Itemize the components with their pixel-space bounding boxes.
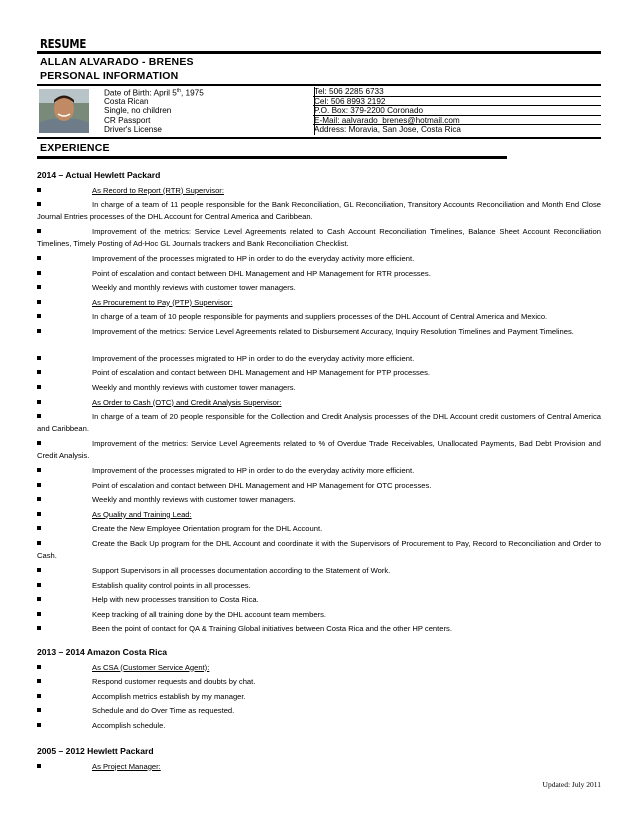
date-of-birth: Date of Birth: April 5th, 1975	[104, 88, 204, 98]
bullet-item	[37, 494, 601, 506]
bullet-text: In charge of a team of 20 people responsible for the Collection and Credit Analysis processes of the DHL Account credit customers of Central America and Caribbean.	[37, 412, 601, 434]
bullet-text: Keep tracking of all training done by the DHL account team members.	[92, 609, 326, 619]
bullet-icon	[37, 568, 41, 572]
top-rule	[37, 51, 601, 54]
bullet-icon	[37, 597, 41, 601]
updated-date: Updated: July 2011	[542, 780, 601, 789]
bullet-text: Been the point of contact for QA & Training Global initiatives between Costa Rica and the other HP centers.	[92, 624, 452, 634]
bullet-icon	[37, 583, 41, 587]
bullet-icon	[37, 764, 41, 768]
profile-photo	[39, 89, 89, 133]
bullet-icon	[37, 202, 41, 206]
bullet-item	[37, 268, 601, 280]
bullet-icon	[37, 271, 41, 275]
bullet-item	[37, 382, 601, 394]
bullet-text: Point of escalation and contact between DHL Management and HP Management for OTC processes.	[92, 480, 432, 490]
bullet-icon	[37, 665, 41, 669]
resume-heading: RESUME	[40, 37, 87, 51]
bullet-text: As Project Manager:	[92, 761, 161, 771]
bullet-item	[37, 411, 601, 436]
marital-status: Single, no children	[104, 106, 172, 116]
experience-top-rule	[37, 137, 601, 139]
bullet-icon	[37, 612, 41, 616]
role-heading	[37, 397, 601, 409]
bullet-item	[37, 609, 601, 621]
bullet-icon	[37, 188, 41, 192]
bullet-item	[37, 253, 601, 265]
bullet-icon	[37, 356, 41, 360]
bullet-item	[37, 720, 601, 732]
bullet-text: Respond customer requests and doubts by chat.	[92, 677, 256, 687]
bullet-item	[37, 565, 601, 577]
bullet-item	[37, 676, 601, 688]
bullet-item	[37, 538, 601, 563]
role-heading	[37, 297, 601, 309]
bullet-icon	[37, 526, 41, 530]
bullet-icon	[37, 626, 41, 630]
personal-info-title: PERSONAL INFORMATION	[40, 70, 179, 82]
bullet-text: Schedule and do Over Time as requested.	[92, 706, 235, 716]
bullet-text: Establish quality control points in all processes.	[92, 580, 251, 590]
bullet-icon	[37, 385, 41, 389]
cellphone: Cel: 506 8993 2192	[313, 97, 601, 107]
personal-info-rule	[37, 84, 601, 86]
bullet-icon	[37, 285, 41, 289]
bullet-icon	[37, 370, 41, 374]
personal-info-block	[37, 87, 601, 135]
bullet-text: As CSA (Customer Service Agent):	[92, 662, 210, 672]
bullet-item	[37, 623, 601, 635]
role-heading	[37, 185, 601, 197]
bullet-icon	[37, 414, 41, 418]
bullet-icon	[37, 483, 41, 487]
candidate-name: ALLAN ALVARADO - BRENES	[40, 56, 194, 68]
bullet-text: Help with new processes transition to Costa Rica.	[92, 595, 259, 605]
bullet-icon	[37, 708, 41, 712]
bullet-item	[37, 199, 601, 224]
bullet-text: As Record to Report (RTR) Supervisor:	[92, 185, 224, 195]
bullet-item	[37, 353, 601, 365]
bullet-icon	[37, 497, 41, 501]
role-heading	[37, 509, 601, 521]
bullet-icon	[37, 314, 41, 318]
bullet-text: Point of escalation and contact between DHL Management and HP Management for RTR processes.	[92, 268, 431, 278]
bullet-text: Improvement of the processes migrated to HP in order to do the everyday activity more efficient.	[92, 353, 415, 363]
telephone: Tel: 506 2285 6733	[313, 87, 601, 97]
bullet-item	[37, 705, 601, 717]
bullet-icon	[37, 329, 41, 333]
bullet-item	[37, 580, 601, 592]
job-title: 2014 – Actual Hewlett Packard	[37, 170, 161, 180]
job-title: 2013 – 2014 Amazon Costa Rica	[37, 647, 168, 657]
job-title: 2005 – 2012 Hewlett Packard	[37, 746, 154, 756]
bullet-item	[37, 367, 601, 379]
bullet-text: As Order to Cash (OTC) and Credit Analysis Supervisor:	[92, 397, 282, 407]
bullet-icon	[37, 541, 41, 545]
bullet-text: Improvement of the metrics: Service Level Agreements related to Disbursement Accuracy, Inquiry Resolution Timelines and Payment Timelines.	[92, 326, 574, 336]
bullet-icon	[37, 229, 41, 233]
bullet-text: Weekly and monthly reviews with customer tower managers.	[92, 283, 296, 293]
bullet-item	[37, 326, 601, 338]
bullet-text: In charge of a team of 11 people responsible for the Bank Reconciliation, GL Reconciliation, Transitory Accounts Reconciliation and Month End Close Journal Entries processes of the DHL Account for Central America and Caribbean.	[37, 200, 601, 222]
bullet-text: Create the Back Up program for the DHL Account and coordinate it with the Supervisors of Procurement to Pay, Record to Reconciliation and Order to Cash.	[37, 539, 601, 561]
bullet-item	[37, 226, 601, 251]
bullet-text: Point of escalation and contact between DHL Management and HP Management for PTP processes.	[92, 368, 430, 378]
email: E-Mail: aalvarado_brenes@hotmail.com	[313, 116, 601, 126]
bullet-item	[37, 311, 601, 323]
role-heading	[37, 761, 601, 773]
bullet-item	[37, 438, 601, 463]
bullet-icon	[37, 694, 41, 698]
experience-rule	[37, 156, 507, 159]
bullet-text: Improvement of the metrics: Service Level Agreements related to % of Overdue Trade Receivables, Unallocated Payments, Bad Debt Provision and Credit Analysis.	[37, 439, 601, 461]
experience-title: EXPERIENCE	[40, 142, 110, 154]
bullet-text: Create the New Employee Orientation program for the DHL Account.	[92, 524, 323, 534]
bullet-icon	[37, 512, 41, 516]
role-heading	[37, 662, 601, 674]
bullet-text: As Procurement to Pay (PTP) Supervisor:	[92, 297, 233, 307]
bullet-text: Improvement of the metrics: Service Level Agreements related to Cash Account Reconciliation Timelines, Balance Sheet Account Reconciliation Timelines, Timely Posting of Ad-Hoc GL Journals trackers and Bank Reconciliation Checklist.	[37, 227, 601, 249]
contact-details	[313, 87, 601, 134]
bullet-text: Support Supervisors in all processes documentation according to the Statement of Work.	[92, 565, 391, 575]
bullet-item	[37, 594, 601, 606]
personal-details-left	[104, 87, 315, 135]
bullet-icon	[37, 400, 41, 404]
bullet-item	[37, 691, 601, 703]
po-box: P.O. Box: 379-2200 Coronado	[313, 106, 601, 116]
bullet-icon	[37, 723, 41, 727]
bullet-item	[37, 282, 601, 294]
bullet-text: Accomplish schedule.	[92, 720, 166, 730]
bullet-icon	[37, 256, 41, 260]
bullet-text: Improvement of the processes migrated to HP in order to do the everyday activity more efficient.	[92, 253, 415, 263]
bullet-text: In charge of a team of 10 people responsible for payments and suppliers processes of the DHL Account of Central America and Mexico.	[92, 312, 548, 322]
passport: CR Passport	[104, 115, 151, 125]
bullet-text: Accomplish metrics establish by my manager.	[92, 691, 246, 701]
bullet-icon	[37, 441, 41, 445]
drivers-license: Driver's License	[104, 125, 162, 135]
bullet-icon	[37, 679, 41, 683]
bullet-item	[37, 523, 601, 535]
bullet-text: As Quality and Training Lead:	[92, 509, 192, 519]
bullet-text: Weekly and monthly reviews with customer tower managers.	[92, 383, 296, 392]
bullet-item	[37, 480, 601, 492]
nationality: Costa Rican	[104, 96, 149, 106]
bullet-icon	[37, 300, 41, 304]
bullet-text: Weekly and monthly reviews with customer tower managers.	[92, 495, 296, 505]
bullet-text: Improvement of the processes migrated to HP in order to do the everyday activity more efficient.	[92, 466, 415, 475]
address: Address: Moravia, San Jose, Costa Rica	[314, 125, 461, 135]
bullet-icon	[37, 468, 41, 472]
bullet-item	[37, 465, 601, 477]
